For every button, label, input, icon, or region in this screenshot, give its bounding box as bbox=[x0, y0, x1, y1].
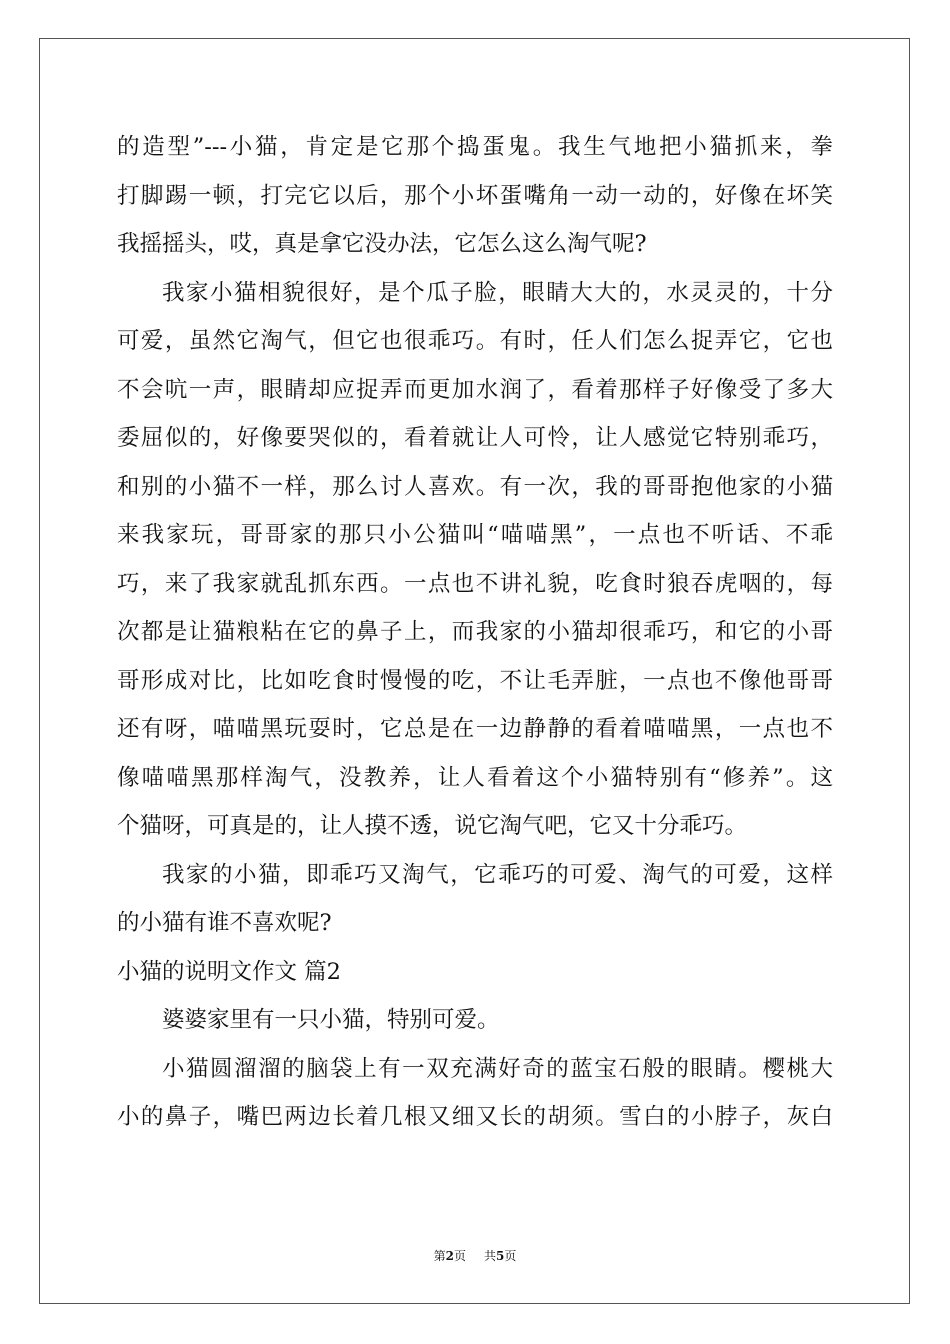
document-body bbox=[117, 123, 833, 1142]
text-line: 不会吭一声，眼睛却应捉弄而更加水润了，看着那样子好像受了多大 bbox=[117, 376, 833, 403]
text-line: 次都是让猫粮粘在它的鼻子上，而我家的小猫却很乖巧，和它的小哥 bbox=[117, 619, 833, 645]
total-pages: 5 bbox=[496, 1249, 505, 1263]
text-line: 婆婆家里有一只小猫，特别可爱。 bbox=[162, 1007, 500, 1033]
page-prefix: 第 bbox=[433, 1249, 446, 1263]
text-line: 我家小猫相貌很好，是个瓜子脸，眼睛大大的，水灵灵的，十分 bbox=[162, 279, 833, 306]
page-number: 2 bbox=[445, 1249, 454, 1263]
text-line: 还有呀，喵喵黑玩耍时，它总是在一边静静的看着喵喵黑，一点也不 bbox=[117, 716, 833, 742]
total-prefix: 共 bbox=[484, 1249, 497, 1263]
text-line: 小猫圆溜溜的脑袋上有一双充满好奇的蓝宝石般的眼睛。樱桃大 bbox=[162, 1055, 833, 1082]
text-line: 的造型”---小猫，肯定是它那个捣蛋鬼。我生气地把小猫抓来，拳 bbox=[117, 134, 833, 160]
total-suffix: 页 bbox=[504, 1249, 517, 1263]
page-suffix: 页 bbox=[453, 1249, 466, 1263]
text-line: 我家的小猫，即乖巧又淘气，它乖巧的可爱、淘气的可爱，这样 bbox=[162, 861, 833, 888]
text-line: 我摇摇头，哎，真是拿它没办法，它怎么这么淘气呢? bbox=[117, 231, 647, 257]
text-line: 哥形成对比，比如吃食时慢慢的吃，不让毛弄脏，一点也不像他哥哥 bbox=[117, 667, 833, 694]
text-line: 巧，来了我家就乱抓东西。一点也不讲礼貌，吃食时狼吞虎咽的，每 bbox=[117, 570, 833, 597]
text-line: 的小猫有谁不喜欢呢? bbox=[117, 910, 332, 936]
text-line: 可爱，虽然它淘气，但它也很乖巧。有时，任人们怎么捉弄它，它也 bbox=[117, 328, 833, 354]
text-line: 小的鼻子，嘴巴两边长着几根又细又长的胡须。雪白的小脖子，灰白 bbox=[117, 1104, 833, 1130]
page-footer bbox=[0, 1247, 950, 1264]
text-line: 个猫呀，可真是的，让人摸不透，说它淘气吧，它又十分乖巧。 bbox=[117, 813, 748, 839]
text-line: 像喵喵黑那样淘气，没教养，让人看着这个小猫特别有“修养”。这 bbox=[117, 764, 833, 791]
text-line: 来我家玩，哥哥家的那只小公猫叫“喵喵黑”，一点也不听话、不乖 bbox=[117, 522, 833, 548]
text-line: 委屈似的，好像要哭似的，看着就让人可怜，让人感觉它特别乖巧， bbox=[117, 425, 833, 451]
text-line: 和别的小猫不一样，那么讨人喜欢。有一次，我的哥哥抱他家的小猫 bbox=[117, 473, 833, 500]
section-heading: 小猫的说明文作文 篇2 bbox=[117, 958, 341, 985]
text-line: 打脚踢一顿，打完它以后，那个小坏蛋嘴角一动一动的，好像在坏笑 bbox=[117, 182, 833, 209]
